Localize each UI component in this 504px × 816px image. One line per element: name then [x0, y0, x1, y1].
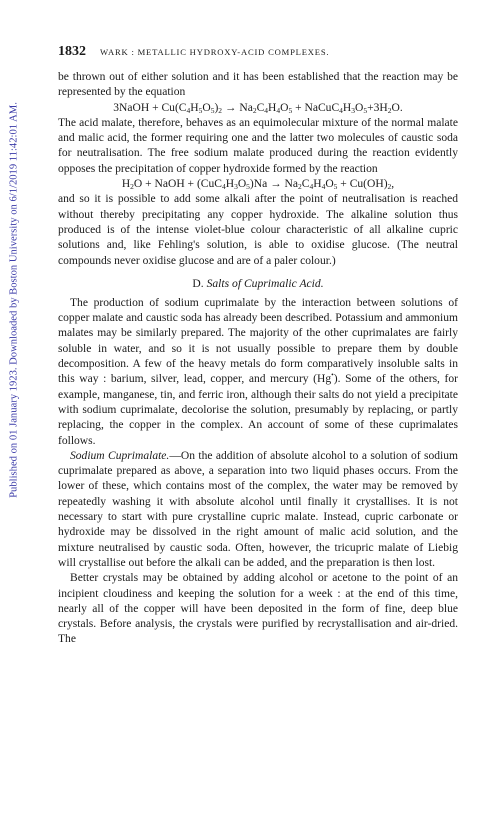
- equation: 3NaOH + $Cu(C_4H_5O_5)_2 \to Na_2C_4H_4O_5$ + $NaCuC_4H_3O_5+3H_2O$.: [113, 101, 403, 115]
- download-sidebar: [0, 0, 28, 816]
- download-notice: Published on 01 January 1923. Downloaded by Boston University on 6/1/2019 11:42:01 AM.: [8, 102, 20, 498]
- paragraph: Sodium Cuprimalate.—On the addition of absolute alcohol to a solution of sodium cuprimalate prepared as above, a separation into two liquid phases occurs. From the lower of these, which contains most of the complex, the water may be removed by repeatedly washing it with absolute alcohol until finally it crystallises. It is not necessary to start with pure crystalline cupric malate. Instead, cupric carbonate or hydroxide may be dissolved in the right amount of malic acid solution, and the mixture neutralised by caustic soda. Often, however, the tricupric malate of Liebig will crystallise out before the alkali can be added, and the preparation is then lost.: [58, 449, 458, 569]
- equation: $H_2O$ + NaOH + $(CuC_4H_3O_5)Na \to Na_2C_4H_4O_5 + Cu(OH)_2$,: [121, 178, 395, 192]
- page-number: 1832: [58, 44, 86, 59]
- paragraph: The production of sodium cuprimalate by the interaction between solutions of copper malate and caustic soda has already been described. Potassium and ammonium malates may be similarly prepared. The majority of the other cuprimalates are fairly soluble in water, and so it is not usually possible to prepare them by double decomposition. A few of the heavy metals do form comparatively insoluble salts in this way : barium, silver, lead, copper, and mercury (Hg•). Some of the others, for example, manganese, tin, and ferric iron, although their salts do not yield a precipitate with sodium cuprimalate, decolorise the solution, presumably by replacing, or partly replacing, the copper in the complex. An account of some of these cuprimalates follows.: [58, 296, 458, 447]
- page-content: [58, 44, 458, 648]
- running-head: WARK : METALLIC HYDROXY-ACID COMPLEXES.: [100, 47, 330, 57]
- paragraph: The acid malate, therefore, behaves as an equimolecular mixture of the normal malate and malic acid, the former requiring one and the latter two molecules of caustic soda for neutralisation. The free sodium malate produced during the reaction evidently opposes the precipitation of copper hydroxide formed by the reaction: [58, 116, 458, 175]
- paragraph: be thrown out of either solution and it has been established that the reaction may be represented by the equation: [58, 71, 458, 99]
- section-heading: [58, 276, 458, 291]
- paragraph: and so it is possible to add some alkali after the point of neutralisation is reached without thereby precipitating any copper hydroxide. The alkaline solution thus produced is of the intense violet-blue colour characteristic of all alkaline cupric solutions and, like Fehling's solution, is able to oxidise glucose. (The neutral compounds never oxidise glucose and are of a paler colour.): [58, 193, 458, 267]
- page-header: [58, 44, 458, 64]
- section-title: Salts of Cuprimalic Acid.: [206, 276, 324, 290]
- section-label: D.: [192, 276, 204, 290]
- run-in-heading: Sodium Cuprimalate.: [70, 449, 170, 462]
- paragraph: Better crystals may be obtained by adding alcohol or acetone to the point of an incipient cloudiness and keeping the solution for a week : at the end of this time, nearly all of the copper will have been deposited in the form of fine, deep blue crystals. Before analysis, the crystals were purified by recrystallisation and air-dried. The: [58, 572, 458, 646]
